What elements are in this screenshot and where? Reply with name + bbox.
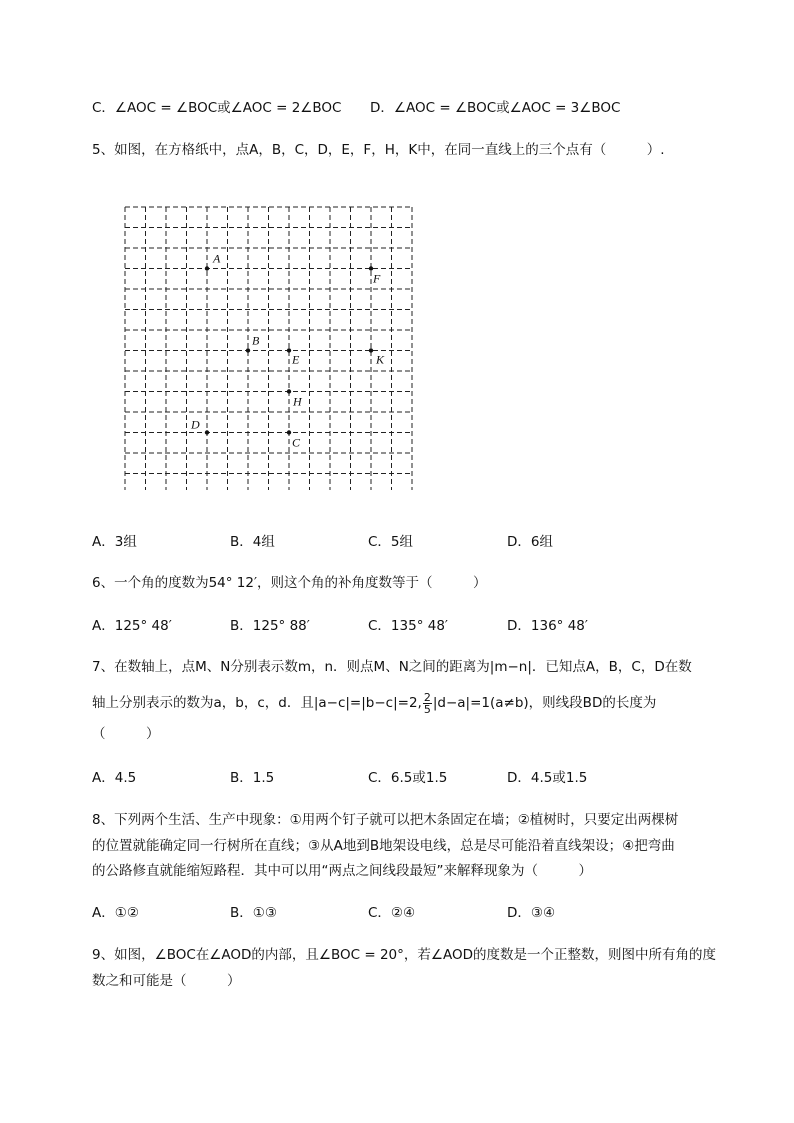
grid-point-label-h: H bbox=[293, 394, 302, 409]
q6-option-d: D．136° 48′ bbox=[507, 618, 588, 634]
q5-grid-figure bbox=[118, 200, 418, 490]
grid-point-label-f: F bbox=[373, 271, 381, 286]
q9-line2: 数之和可能是（ ） bbox=[92, 973, 241, 989]
grid-point-label-b: B bbox=[252, 333, 260, 348]
q8-line1: 8、下列两个生活、生产中现象：①用两个钉子就可以把木条固定在墙；②植树时，只要定出两棵树 bbox=[92, 812, 679, 828]
q6-stem: 6、一个角的度数为54° 12′，则这个角的补角度数等于（ ） bbox=[92, 575, 487, 591]
q8-option-c: C．②④ bbox=[368, 905, 416, 921]
q6-option-b: B．125° 88′ bbox=[230, 618, 310, 634]
grid-point-a bbox=[205, 266, 209, 270]
grid-point-label-d: D bbox=[191, 417, 200, 432]
grid-point-b bbox=[246, 348, 250, 352]
q7-option-b: B．1.5 bbox=[230, 770, 275, 786]
q9-line1: 9、如图，∠BOC在∠AOD的内部，且∠BOC = 20°，若∠AOD的度数是一个正整数，则图中所有角的度 bbox=[92, 947, 717, 963]
q5-option-b: B．4组 bbox=[230, 534, 275, 550]
q7-option-c: C．6.5或1.5 bbox=[368, 770, 448, 786]
q7-fraction bbox=[423, 692, 432, 715]
q7-line3: （ ） bbox=[92, 726, 160, 742]
q4-option-c: C．∠AOC = ∠BOC或∠AOC = 2∠BOC bbox=[92, 100, 342, 116]
grid-point-label-a: A bbox=[213, 251, 221, 266]
q6-option-a: A．125° 48′ bbox=[92, 618, 172, 634]
q8-line3: 的公路修直就能缩短路程．其中可以用“两点之间线段最短”来解释现象为（ ） bbox=[92, 863, 592, 879]
q8-option-d: D．③④ bbox=[507, 905, 556, 921]
grid-point-d bbox=[205, 430, 209, 434]
q7-option-a: A．4.5 bbox=[92, 770, 137, 786]
grid-point-label-c: C bbox=[292, 435, 301, 450]
grid-point-f bbox=[369, 266, 373, 270]
q8-line2: 的位置就能确定同一行树所在直线；③从A地到B地架设电线，总是尽可能沿着直线架设；④把弯曲 bbox=[92, 838, 675, 854]
grid-point-k bbox=[369, 348, 373, 352]
q7-fraction-denominator: 5 bbox=[423, 702, 431, 716]
q7-fraction-numerator: 2 bbox=[423, 690, 431, 704]
q5-option-c: C．5组 bbox=[368, 534, 414, 550]
q5-option-a: A．3组 bbox=[92, 534, 137, 550]
grid-point-e bbox=[287, 348, 291, 352]
grid-point-c bbox=[287, 430, 291, 434]
q7-line2-part2: |d−a|=1(a≠b)，则线段BD的长度为 bbox=[432, 695, 657, 711]
q7-line1: 7、在数轴上，点M、N分别表示数m，n．则点M、N之间的距离为|m−n|．已知点A，B，C，D在数 bbox=[92, 659, 692, 675]
grid-point-h bbox=[287, 389, 291, 393]
grid-paper bbox=[118, 200, 418, 490]
q7-line2-part1: 轴上分别表示的数为a，b，c，d．且|a−c|=|b−c|=2, bbox=[92, 695, 422, 711]
q8-option-b: B．①③ bbox=[230, 905, 277, 921]
q7-line2 bbox=[92, 690, 656, 716]
grid-point-label-e: E bbox=[292, 352, 300, 367]
q8-option-a: A．①② bbox=[92, 905, 139, 921]
q5-stem: 5、如图，在方格纸中，点A，B，C，D，E，F，H，K中，在同一直线上的三个点有（ ）. bbox=[92, 142, 665, 158]
q7-option-d: D．4.5或1.5 bbox=[507, 770, 588, 786]
q5-option-d: D．6组 bbox=[507, 534, 553, 550]
q6-option-c: C．135° 48′ bbox=[368, 618, 448, 634]
q4-option-d: D．∠AOC = ∠BOC或∠AOC = 3∠BOC bbox=[370, 100, 621, 116]
grid-point-label-k: K bbox=[376, 352, 385, 367]
